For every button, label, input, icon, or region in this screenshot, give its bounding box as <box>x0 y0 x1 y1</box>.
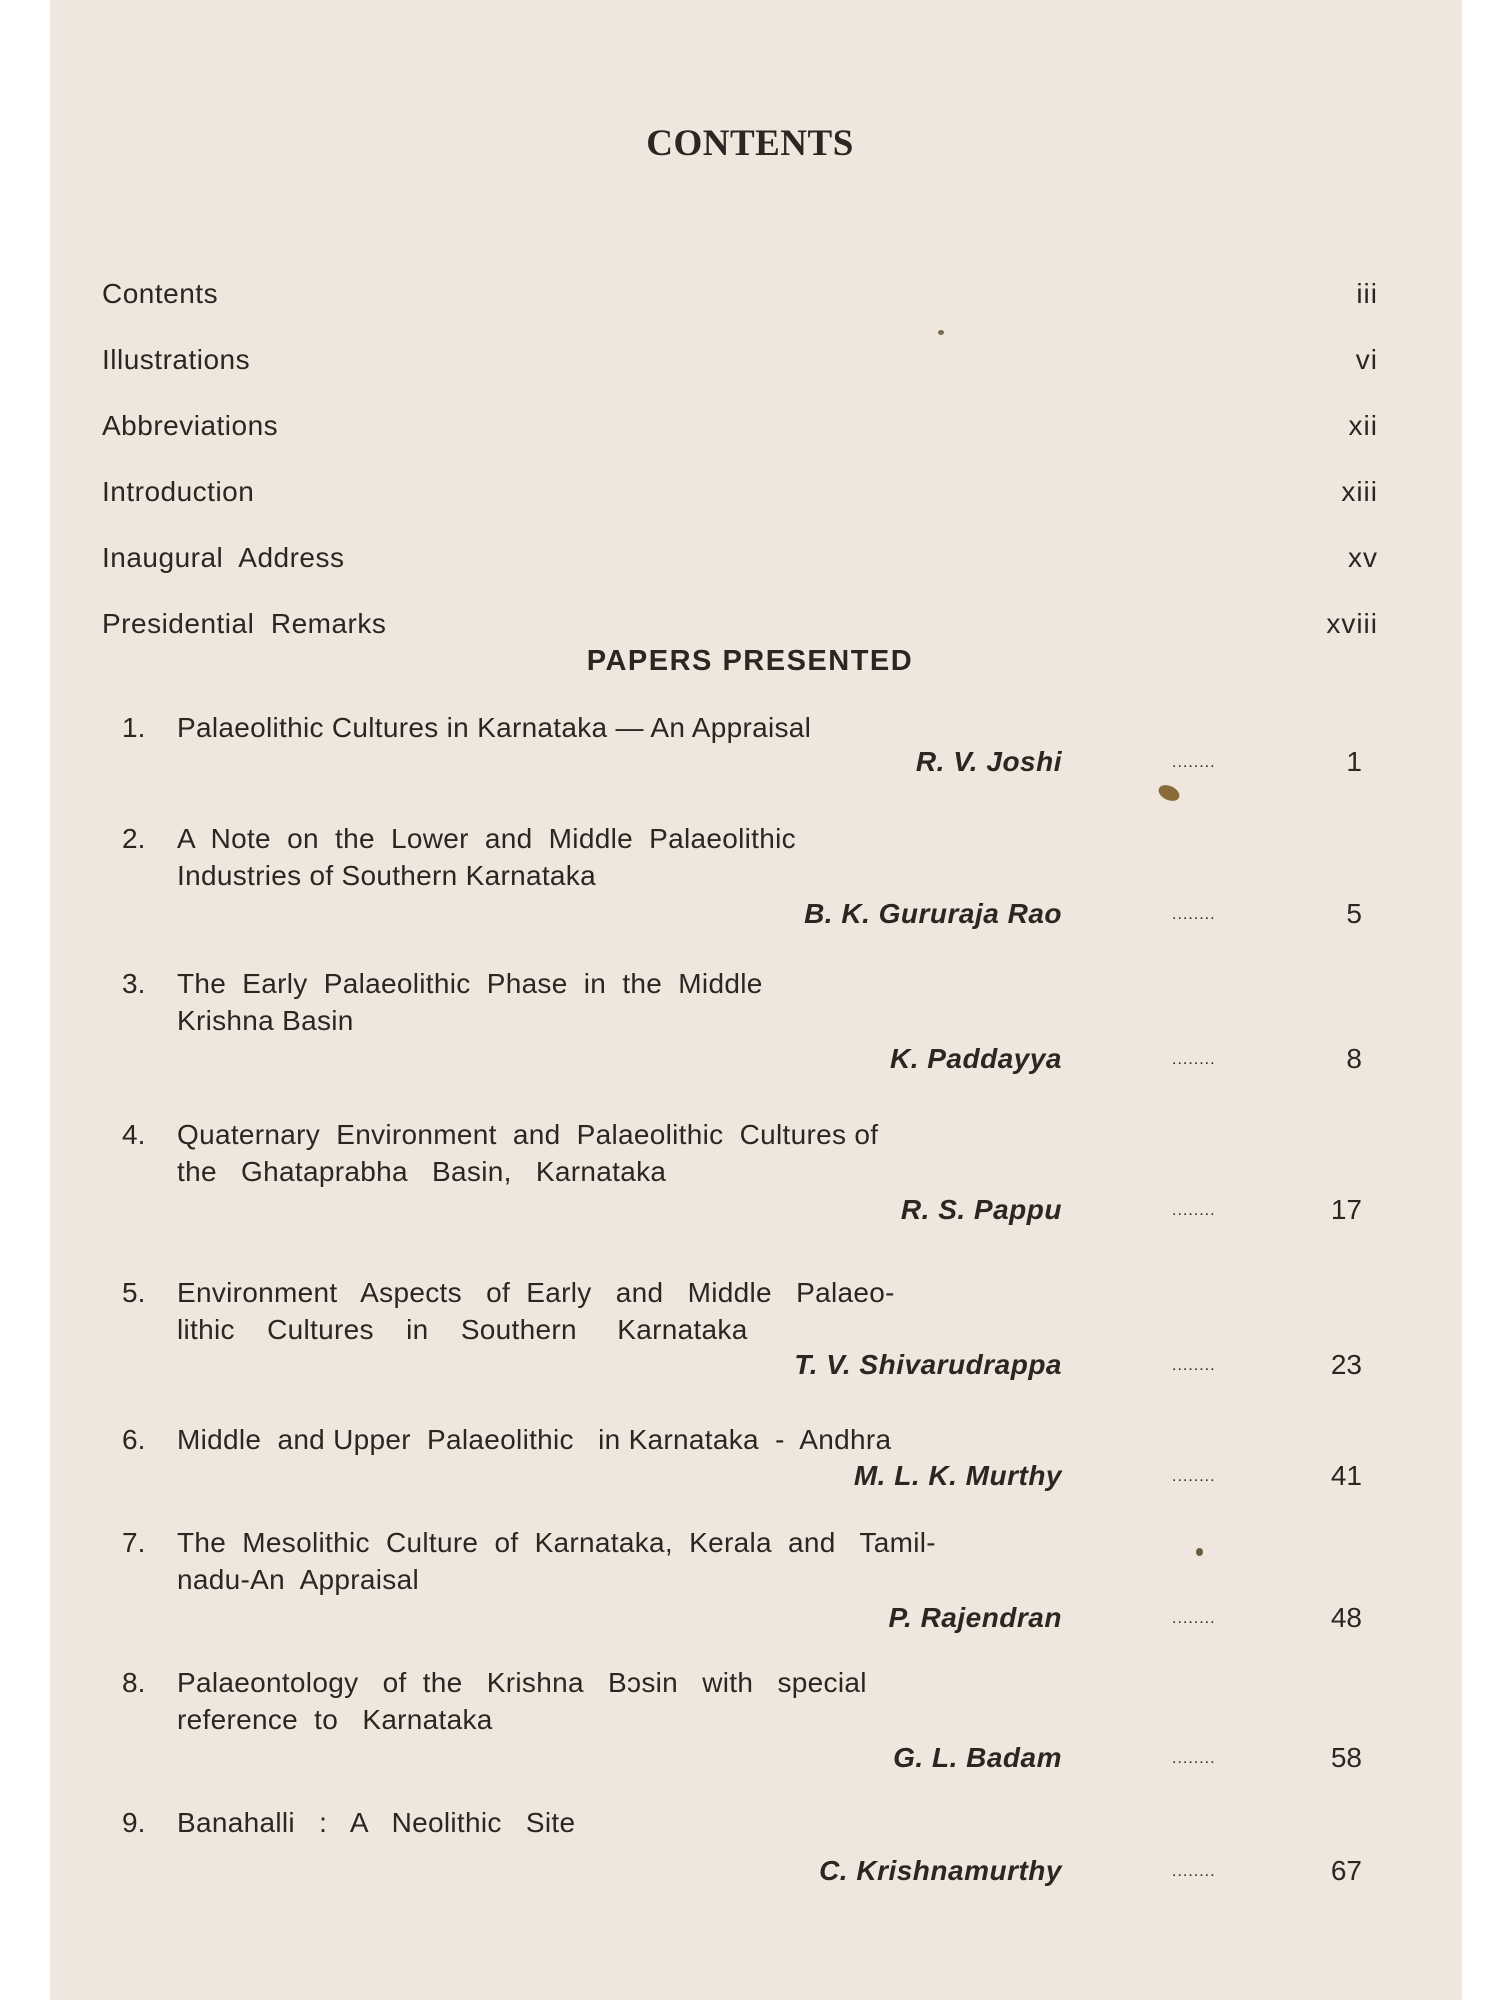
entry-page-number: 41 <box>1330 1460 1362 1491</box>
entry-number: 2. <box>122 823 146 854</box>
entry-author: R. S. Pappu <box>900 1194 1062 1225</box>
front-matter-row <box>102 608 1378 648</box>
leader-dots: ........ <box>1172 754 1216 771</box>
entry-title-line: The Mesolithic Culture of Karnataka, Kerala and Tamil- <box>177 1527 936 1558</box>
entry-number: 1. <box>122 712 146 743</box>
entry-page-number: 8 <box>1346 1043 1362 1074</box>
entry-number: 4. <box>122 1119 146 1150</box>
paper-entry <box>122 968 1362 1088</box>
entry-page-number: 48 <box>1330 1602 1362 1633</box>
entry-label: Abbreviations <box>102 410 279 441</box>
entry-number: 6. <box>122 1424 146 1455</box>
entry-page-number: 58 <box>1330 1742 1362 1773</box>
paper-entry <box>122 712 1362 832</box>
page-margin <box>1462 0 1500 2000</box>
leader-dots: ........ <box>1172 1202 1216 1219</box>
leader-dots: ........ <box>1172 906 1216 923</box>
entry-author: M. L. K. Murthy <box>853 1460 1062 1491</box>
entry-title-line: Industries of Southern Karnataka <box>177 860 596 891</box>
paper-entry <box>122 1119 1362 1239</box>
paper-entry <box>122 1424 1362 1544</box>
paper-entry <box>122 823 1362 943</box>
entry-title-line: Middle and Upper Palaeolithic in Karnataka - Andhra <box>177 1424 892 1455</box>
page-title: CONTENTS <box>646 123 854 164</box>
entry-number: 3. <box>122 968 146 999</box>
entry-title-line: Palaeontology of the Krishna Bɔsin with special <box>177 1667 867 1698</box>
entry-author: G. L. Badam <box>893 1742 1062 1773</box>
paper-entry <box>122 1277 1362 1397</box>
entry-label: Presidential Remarks <box>102 608 387 639</box>
entry-number: 7. <box>122 1527 146 1558</box>
entry-label: Illustrations <box>102 344 251 375</box>
entry-page-number: xiii <box>1341 476 1378 507</box>
entry-page-number: 67 <box>1330 1855 1362 1886</box>
front-matter-row <box>102 542 1378 582</box>
entry-page-number: xii <box>1348 410 1378 441</box>
entry-title-line: Quaternary Environment and Palaeolithic Cultures of <box>177 1119 879 1150</box>
entry-author: B. K. Gururaja Rao <box>804 898 1062 929</box>
entry-page-number: 5 <box>1346 898 1362 929</box>
entry-label: Contents <box>102 278 219 309</box>
front-matter-row <box>102 410 1378 450</box>
entry-number: 8. <box>122 1667 146 1698</box>
entry-title-line: nadu-An Appraisal <box>177 1564 420 1595</box>
entry-author: T. V. Shivarudrappa <box>794 1349 1062 1380</box>
entry-title-line: lithic Cultures in Southern Karnataka <box>177 1314 748 1345</box>
papers-heading: PAPERS PRESENTED <box>586 645 914 677</box>
paper-entry <box>122 1807 1362 1927</box>
leader-dots: ........ <box>1172 1468 1216 1485</box>
entry-title-line: The Early Palaeolithic Phase in the Middle <box>177 968 763 999</box>
paper-entry <box>122 1527 1362 1647</box>
entry-title-line: Krishna Basin <box>177 1005 354 1036</box>
entry-page-number: 1 <box>1346 746 1362 777</box>
entry-title-line: the Ghataprabha Basin, Karnataka <box>177 1156 667 1187</box>
entry-number: 5. <box>122 1277 146 1308</box>
entry-label: Introduction <box>102 476 255 507</box>
entry-label: Inaugural Address <box>102 542 345 573</box>
entry-page-number: xv <box>1348 542 1378 573</box>
leader-dots: ........ <box>1172 1051 1216 1068</box>
entry-page-number: 23 <box>1330 1349 1362 1380</box>
entry-title-line: Environment Aspects of Early and Middle Palaeo- <box>177 1277 895 1308</box>
front-matter-row <box>102 476 1378 516</box>
ink-spot <box>938 330 944 335</box>
paper-entry <box>122 1667 1362 1787</box>
entry-number: 9. <box>122 1807 146 1838</box>
entry-page-number: vi <box>1355 344 1378 375</box>
entry-page-number: xviii <box>1326 608 1378 639</box>
entry-page-number: 17 <box>1330 1194 1362 1225</box>
leader-dots: ........ <box>1172 1750 1216 1767</box>
entry-author: P. Rajendran <box>888 1602 1062 1633</box>
entry-author: C. Krishnamurthy <box>819 1855 1062 1886</box>
entry-title-line: Palaeolithic Cultures in Karnataka — An Appraisal <box>177 712 812 743</box>
leader-dots: ........ <box>1172 1357 1216 1374</box>
entry-author: K. Paddayya <box>889 1043 1062 1074</box>
entry-title-line: reference to Karnataka <box>177 1704 493 1735</box>
front-matter-row <box>102 344 1378 384</box>
entry-page-number: iii <box>1356 278 1378 309</box>
leader-dots: ........ <box>1172 1863 1216 1880</box>
leader-dots: ........ <box>1172 1610 1216 1627</box>
front-matter-row <box>102 278 1378 318</box>
entry-title-line: Banahalli : A Neolithic Site <box>177 1807 576 1838</box>
entry-author: R. V. Joshi <box>915 746 1062 777</box>
entry-title-line: A Note on the Lower and Middle Palaeolithic <box>177 823 796 854</box>
